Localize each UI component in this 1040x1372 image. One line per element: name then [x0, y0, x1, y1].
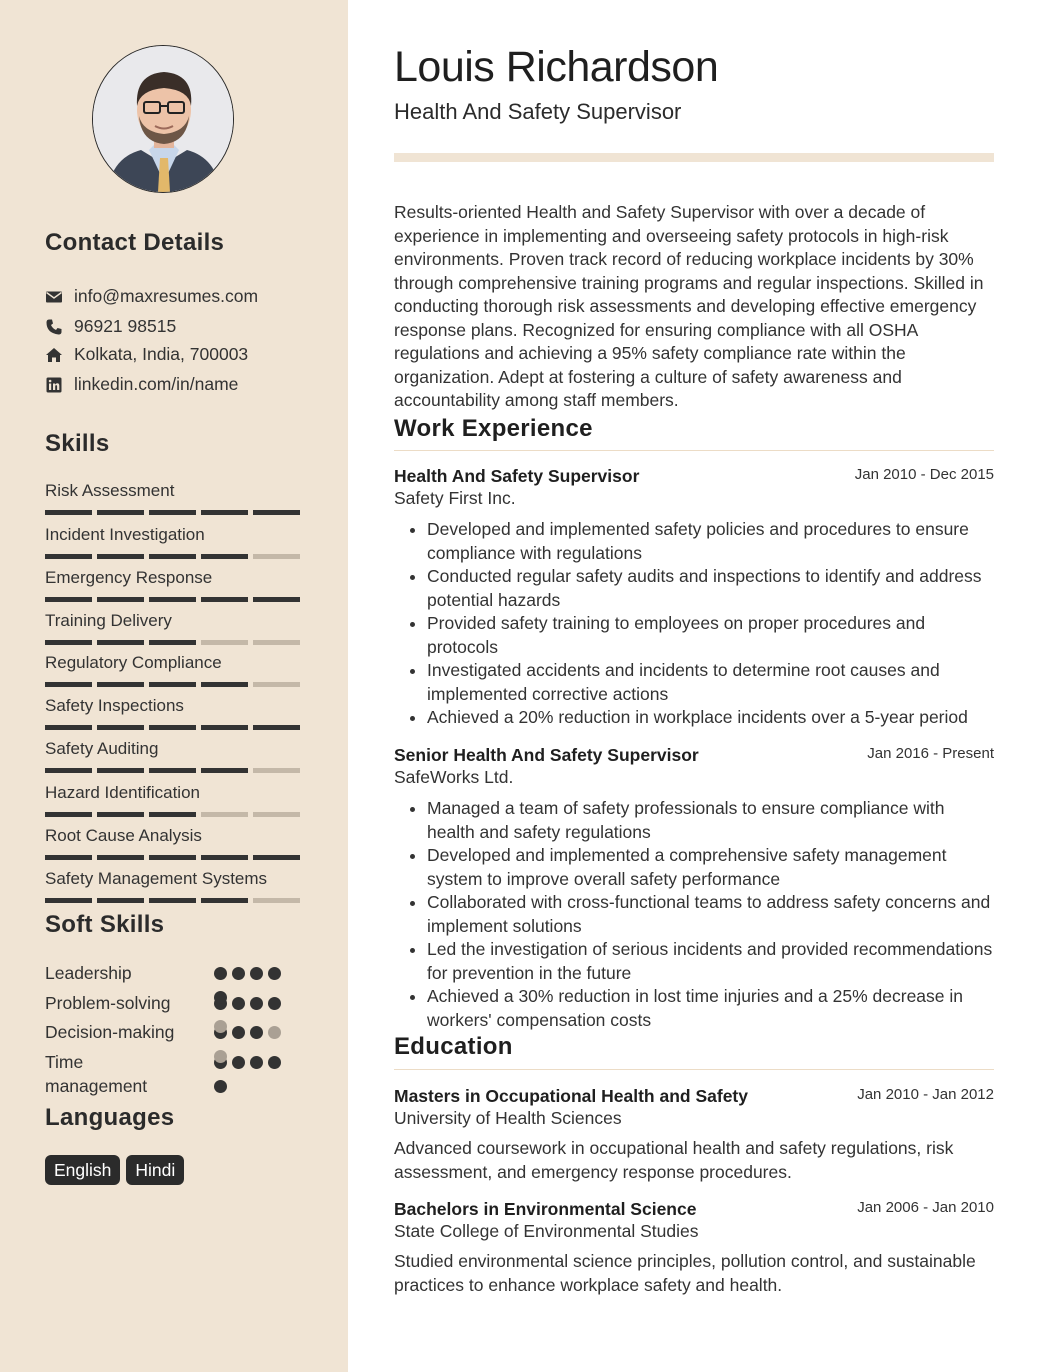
education-dates: Jan 2006 - Jan 2010	[857, 1199, 994, 1216]
soft-skill-dots	[214, 967, 281, 980]
rating-dot	[214, 967, 227, 980]
skill-name: Risk Assessment	[45, 481, 175, 500]
rating-dot	[250, 1026, 263, 1039]
contact-heading: Contact Details	[45, 229, 225, 256]
education-dates: Jan 2010 - Jan 2012	[857, 1086, 994, 1103]
dot-overflow-mark	[214, 1050, 227, 1063]
skill-level-segment	[149, 898, 196, 903]
skill-level-segment	[201, 725, 248, 730]
dot-overflow-mark	[214, 1020, 227, 1033]
skill-level-segment	[149, 640, 196, 645]
job-bullet: • Investigated accidents and incidents to determine root causes and implemented corrective actions	[427, 659, 994, 706]
rating-dot	[268, 997, 281, 1010]
contact-address	[45, 344, 248, 365]
job-dates: Jan 2010 - Dec 2015	[854, 466, 994, 483]
skill-level-segment	[149, 855, 196, 860]
skill-item	[45, 653, 303, 687]
job-bullet: • Achieved a 30% reduction in lost time injuries and a 25% decrease in workers' compensation costs	[427, 985, 994, 1032]
skill-level-segment	[149, 510, 196, 515]
skill-level-segment	[253, 510, 300, 515]
skill-item	[45, 568, 303, 602]
linkedin-text: linkedin.com/in/name	[74, 374, 239, 394]
skill-level-segment	[45, 554, 92, 559]
skill-item	[45, 525, 303, 559]
skill-level-segment	[97, 510, 144, 515]
job-bullets	[394, 518, 994, 730]
rating-dot	[250, 1056, 263, 1069]
section-divider	[394, 1069, 994, 1070]
job-title: Health And Safety Supervisor	[394, 466, 640, 486]
education-description: Advanced coursework in occupational health and safety regulations, risk assessment, and emergency response procedures.	[394, 1138, 954, 1182]
skill-level-segment	[253, 812, 300, 817]
skill-level-bar	[45, 597, 303, 602]
skill-level-segment	[253, 640, 300, 645]
skills-heading: Skills	[45, 430, 110, 457]
dot-overflow-mark	[214, 991, 227, 1004]
skill-level-segment	[45, 597, 92, 602]
skill-level-segment	[253, 768, 300, 773]
skill-level-segment	[45, 725, 92, 730]
soft-skill-name: Decision-making	[45, 1022, 175, 1042]
phone-icon	[45, 318, 63, 336]
skill-level-segment	[201, 510, 248, 515]
experience-heading: Work Experience	[394, 415, 593, 442]
rating-dot	[268, 967, 281, 980]
rating-dot	[268, 1056, 281, 1069]
skill-level-segment	[45, 855, 92, 860]
skill-level-bar	[45, 554, 303, 559]
job-title: Senior Health And Safety Supervisor	[394, 745, 699, 765]
skill-level-segment	[201, 597, 248, 602]
contact-phone[interactable]	[45, 316, 176, 337]
skill-level-segment	[149, 682, 196, 687]
job-bullet: • Provided safety training to employees on proper procedures and protocols	[427, 612, 994, 659]
soft-skill-name: Leadership	[45, 963, 132, 983]
skill-level-segment	[201, 640, 248, 645]
skill-name: Incident Investigation	[45, 525, 205, 544]
skill-level-segment	[201, 554, 248, 559]
header-divider	[394, 153, 994, 162]
skill-level-segment	[45, 768, 92, 773]
address-text: Kolkata, India, 700003	[74, 344, 249, 364]
skill-name: Hazard Identification	[45, 783, 200, 802]
skill-name: Regulatory Compliance	[45, 653, 222, 672]
skill-level-segment	[45, 682, 92, 687]
skill-level-segment	[45, 898, 92, 903]
candidate-name: Louis Richardson	[394, 43, 719, 91]
skill-name: Safety Auditing	[45, 739, 159, 758]
job-dates: Jan 2016 - Present	[867, 745, 994, 762]
contact-email[interactable]	[45, 286, 258, 307]
phone-text: 96921 98515	[74, 316, 177, 336]
skill-level-segment	[201, 898, 248, 903]
job-bullets	[394, 797, 994, 1032]
skill-level-segment	[253, 725, 300, 730]
skill-name: Emergency Response	[45, 568, 213, 587]
rating-dot	[250, 967, 263, 980]
skill-level-segment	[45, 640, 92, 645]
summary-text: Results-oriented Health and Safety Supervisor with over a decade of experience in implementing and overseeing safety protocols in high-risk environments. Proven track record of reducing workplace incidents by 30% through comprehensive training programs and regular inspections. Skilled in conducting thorough risk assessments and developing effective emergency response plans. Recognized for ensuring compliance with all OSHA regulations and achieving a 95% safety compliance rate within the organization. Adept at fostering a culture of safety awareness and accountability among staff members.	[394, 202, 984, 410]
languages-heading: Languages	[45, 1104, 175, 1131]
skill-level-segment	[253, 855, 300, 860]
dot-overflow-mark	[214, 1080, 227, 1093]
skill-level-bar	[45, 855, 303, 860]
avatar	[92, 45, 234, 193]
skill-name: Safety Management Systems	[45, 869, 268, 888]
soft-skill-name: Time management	[45, 1052, 148, 1096]
section-divider	[394, 450, 994, 451]
skill-level-segment	[97, 597, 144, 602]
linkedin-icon	[45, 376, 63, 394]
rating-dot	[232, 997, 245, 1010]
rating-dot	[268, 1026, 281, 1039]
school-name: University of Health Sciences	[394, 1108, 622, 1128]
skill-level-segment	[149, 554, 196, 559]
job-entry	[394, 744, 994, 1032]
degree-title: Masters in Occupational Health and Safety	[394, 1086, 748, 1106]
skill-level-segment	[97, 855, 144, 860]
sidebar	[0, 0, 348, 1372]
skill-level-bar	[45, 812, 303, 817]
contact-linkedin[interactable]	[45, 374, 238, 395]
skill-level-bar	[45, 510, 303, 515]
education-heading: Education	[394, 1033, 513, 1060]
soft-skill-item	[45, 1050, 305, 1100]
skill-level-segment	[97, 725, 144, 730]
skill-item	[45, 481, 303, 515]
skill-item	[45, 869, 303, 903]
skill-name: Training Delivery	[45, 611, 172, 630]
education-entry	[394, 1198, 994, 1297]
skill-level-segment	[201, 812, 248, 817]
degree-title: Bachelors in Environmental Science	[394, 1199, 697, 1219]
job-company: Safety First Inc.	[394, 488, 516, 508]
profile-photo	[93, 46, 234, 193]
job-company: SafeWorks Ltd.	[394, 767, 514, 787]
job-bullet: • Led the investigation of serious incidents and provided recommendations for prevention in the future	[427, 938, 994, 985]
skill-item	[45, 783, 303, 817]
rating-dot	[232, 1026, 245, 1039]
skill-level-segment	[149, 597, 196, 602]
email-text: info@maxresumes.com	[74, 286, 259, 306]
job-bullet: • Conducted regular safety audits and inspections to identify and address potential hazards	[427, 565, 994, 612]
skill-level-segment	[201, 855, 248, 860]
job-bullet: • Developed and implemented a comprehensive safety management system to improve overall safety performance	[427, 844, 994, 891]
skill-level-bar	[45, 725, 303, 730]
job-bullet: • Collaborated with cross-functional teams to address safety concerns and implement solutions	[427, 891, 994, 938]
rating-dot	[232, 1056, 245, 1069]
skill-level-segment	[253, 682, 300, 687]
school-name: State College of Environmental Studies	[394, 1221, 699, 1241]
education-entry	[394, 1085, 994, 1184]
skill-item	[45, 611, 303, 645]
skill-level-segment	[45, 510, 92, 515]
skill-level-segment	[149, 812, 196, 817]
skill-level-segment	[97, 898, 144, 903]
skill-level-bar	[45, 898, 303, 903]
language-chip: Hindi	[126, 1155, 184, 1185]
home-icon	[45, 346, 63, 364]
skill-name: Root Cause Analysis	[45, 826, 202, 845]
job-bullet: • Managed a team of safety professionals to ensure compliance with health and safety regulations	[427, 797, 994, 844]
skill-level-segment	[97, 768, 144, 773]
education-description: Studied environmental science principles, pollution control, and sustainable practices to enhance workplace safety and health.	[394, 1251, 976, 1295]
skill-name: Safety Inspections	[45, 696, 184, 715]
skill-level-bar	[45, 640, 303, 645]
language-chip: English	[45, 1155, 120, 1185]
skill-level-segment	[45, 812, 92, 817]
skill-level-segment	[201, 768, 248, 773]
job-entry	[394, 465, 994, 730]
skill-level-segment	[97, 640, 144, 645]
skill-level-segment	[201, 682, 248, 687]
job-bullet: • Achieved a 20% reduction in workplace incidents over a 5-year period	[427, 706, 994, 730]
skill-item	[45, 739, 303, 773]
skill-level-segment	[97, 682, 144, 687]
rating-dot	[232, 967, 245, 980]
languages-list	[45, 1155, 184, 1185]
skill-level-segment	[253, 554, 300, 559]
skill-level-segment	[253, 898, 300, 903]
skill-item	[45, 696, 303, 730]
job-bullet: • Developed and implemented safety policies and procedures to ensure compliance with regulations	[427, 518, 994, 565]
rating-dot	[250, 997, 263, 1010]
skill-level-segment	[149, 725, 196, 730]
envelope-icon	[45, 288, 63, 306]
skill-level-segment	[97, 812, 144, 817]
candidate-title: Health And Safety Supervisor	[394, 99, 682, 124]
skill-level-segment	[97, 554, 144, 559]
skill-item	[45, 826, 303, 860]
skill-level-segment	[253, 597, 300, 602]
skill-level-segment	[149, 768, 196, 773]
skill-level-bar	[45, 682, 303, 687]
skill-level-bar	[45, 768, 303, 773]
soft-skill-name: Problem-solving	[45, 993, 171, 1013]
soft-skills-heading: Soft Skills	[45, 911, 165, 938]
